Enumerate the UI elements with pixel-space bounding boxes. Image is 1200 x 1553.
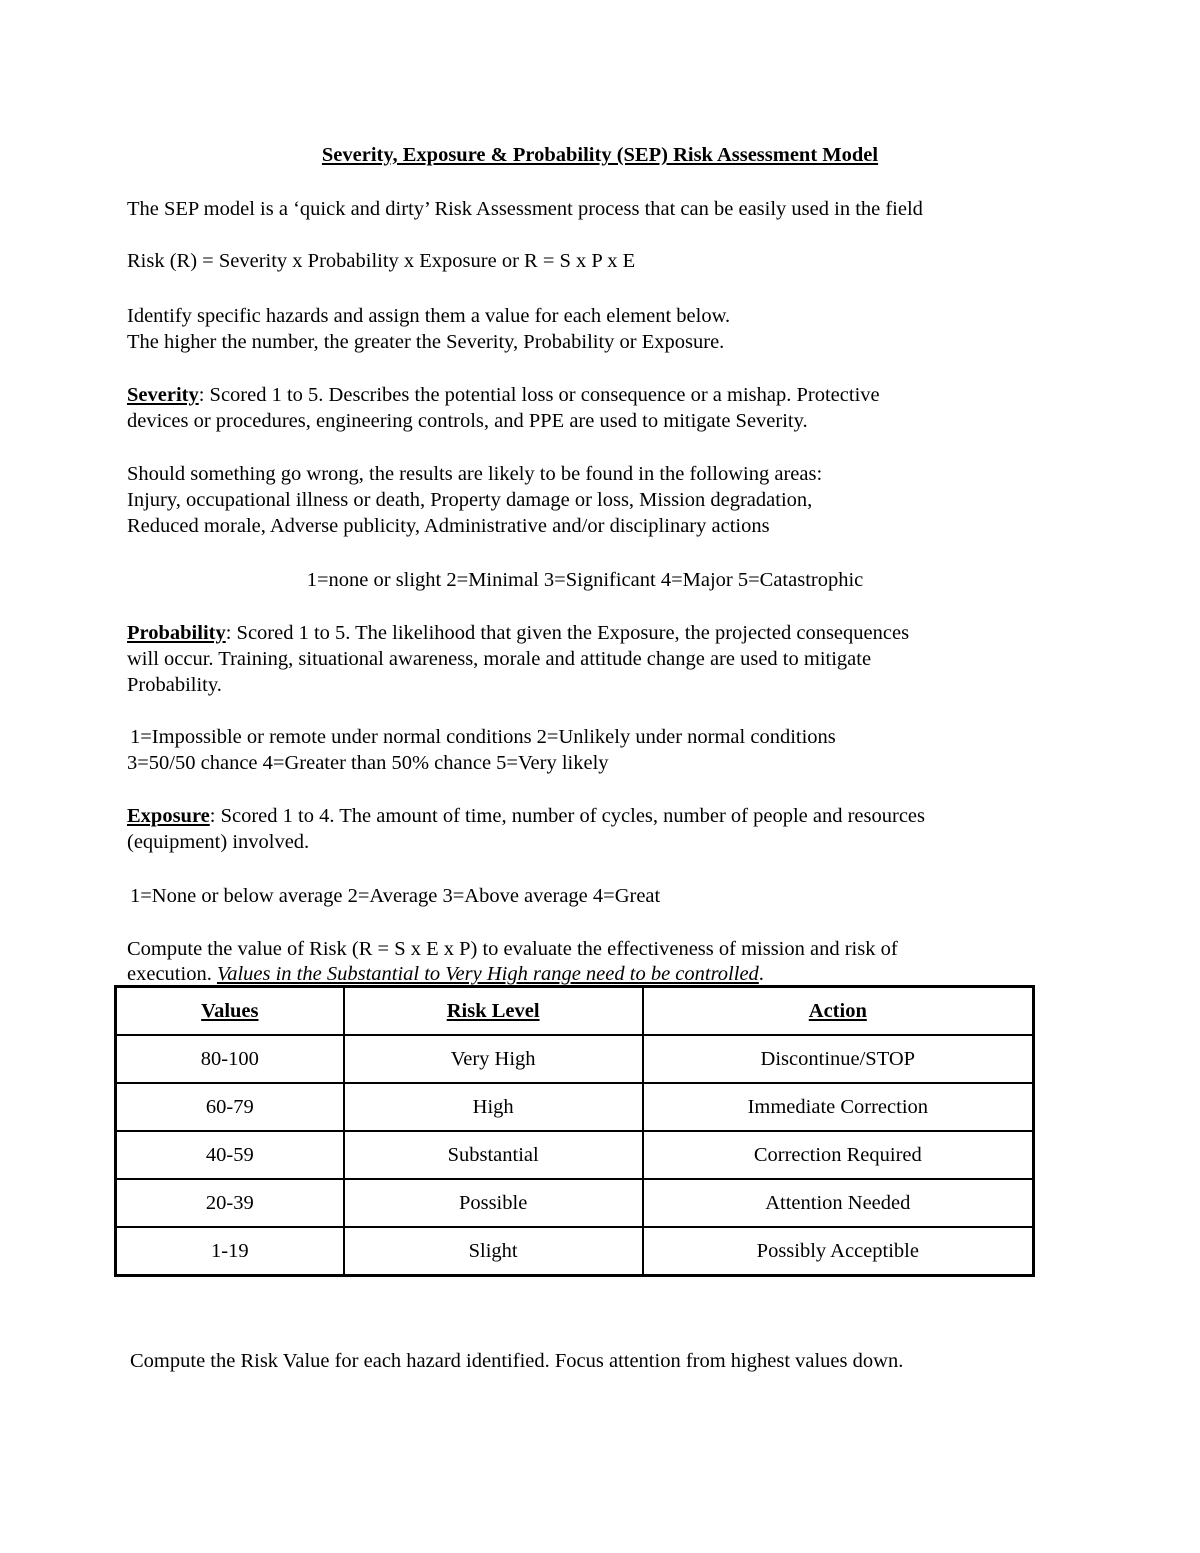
severity-areas-line-1: Should something go wrong, the results are likely to be found in the following areas: — [127, 463, 823, 485]
cell-values: 1-19 — [116, 1227, 344, 1276]
cell-values: 60-79 — [116, 1083, 344, 1131]
cell-risk-level: Slight — [344, 1227, 643, 1276]
table-row — [116, 1131, 1034, 1179]
table-row — [116, 1227, 1034, 1276]
compute-emphasis: Values in the Substantial to Very High range need to be controlled — [216, 963, 759, 985]
cell-values: 40-59 — [116, 1131, 344, 1179]
exposure-paragraph — [127, 803, 925, 829]
cell-action: Correction Required — [643, 1131, 1034, 1179]
exposure-term: Exposure — [127, 805, 210, 827]
compute-line-2-end: . — [758, 963, 764, 985]
cell-values: 20-39 — [116, 1179, 344, 1227]
severity-areas-line-2: Injury, occupational illness or death, Property damage or loss, Mission degradation, — [127, 489, 813, 511]
cell-action: Discontinue/STOP — [643, 1035, 1034, 1083]
cell-risk-level: Very High — [344, 1035, 643, 1083]
severity-paragraph — [127, 382, 880, 408]
probability-line-2: will occur. Training, situational awareness, morale and attitude change are used to mitigate — [127, 648, 872, 670]
table-row — [116, 1083, 1034, 1131]
table-row — [116, 1179, 1034, 1227]
severity-scale: 1=none or slight 2=Minimal 3=Significant 4=Major 5=Catastrophic — [306, 569, 864, 591]
cell-values: 80-100 — [116, 1035, 344, 1083]
intro-text: The SEP model is a ‘quick and dirty’ Risk Assessment process that can be easily used in the field — [127, 198, 923, 220]
probability-paragraph — [127, 620, 909, 646]
risk-formula: Risk (R) = Severity x Probability x Exposure or R = S x P x E — [127, 250, 636, 272]
severity-areas-line-3: Reduced morale, Adverse publicity, Administrative and/or disciplinary actions — [127, 515, 770, 537]
severity-term: Severity — [127, 384, 199, 406]
header-action: Action — [643, 987, 1034, 1036]
cell-action: Possibly Acceptible — [643, 1227, 1034, 1276]
exposure-scale: 1=None or below average 2=Average 3=Above average 4=Great — [130, 885, 661, 907]
probability-term: Probability — [127, 622, 226, 644]
probability-scale-line-1: 1=Impossible or remote under normal conditions 2=Unlikely under normal conditions — [130, 726, 836, 748]
cell-action: Attention Needed — [643, 1179, 1034, 1227]
severity-line-2: devices or procedures, engineering controls, and PPE are used to mitigate Severity. — [127, 410, 808, 432]
cell-action: Immediate Correction — [643, 1083, 1034, 1131]
header-values: Values — [116, 987, 344, 1036]
identify-line-1: Identify specific hazards and assign them a value for each element below. — [127, 305, 731, 327]
cell-risk-level: High — [344, 1083, 643, 1131]
cell-risk-level: Substantial — [344, 1131, 643, 1179]
exposure-line-1: : Scored 1 to 4. The amount of time, number of cycles, number of people and resources — [209, 805, 925, 827]
header-risk-level: Risk Level — [344, 987, 643, 1036]
exposure-line-2: (equipment) involved. — [127, 831, 310, 853]
probability-scale-line-2: 3=50/50 chance 4=Greater than 50% chance 5=Very likely — [127, 752, 609, 774]
compute-line-2-text: execution. — [127, 963, 217, 985]
compute-line-1: Compute the value of Risk (R = S x E x P) to evaluate the effectiveness of mission and risk of — [127, 938, 898, 960]
cell-risk-level: Possible — [344, 1179, 643, 1227]
identify-line-2: The higher the number, the greater the Severity, Probability or Exposure. — [127, 331, 725, 353]
severity-line-1: : Scored 1 to 5. Describes the potential loss or consequence or a mishap. Protective — [198, 384, 880, 406]
table-header-row — [116, 987, 1034, 1036]
document-title: Severity, Exposure & Probability (SEP) Risk Assessment Model — [321, 144, 879, 166]
risk-level-table — [114, 985, 1035, 1277]
closing-text: Compute the Risk Value for each hazard identified. Focus attention from highest values down. — [130, 1350, 904, 1372]
compute-line-2 — [127, 961, 764, 987]
probability-line-1: : Scored 1 to 5. The likelihood that given the Exposure, the projected consequences — [225, 622, 910, 644]
probability-line-3: Probability. — [127, 674, 222, 696]
table-row — [116, 1035, 1034, 1083]
